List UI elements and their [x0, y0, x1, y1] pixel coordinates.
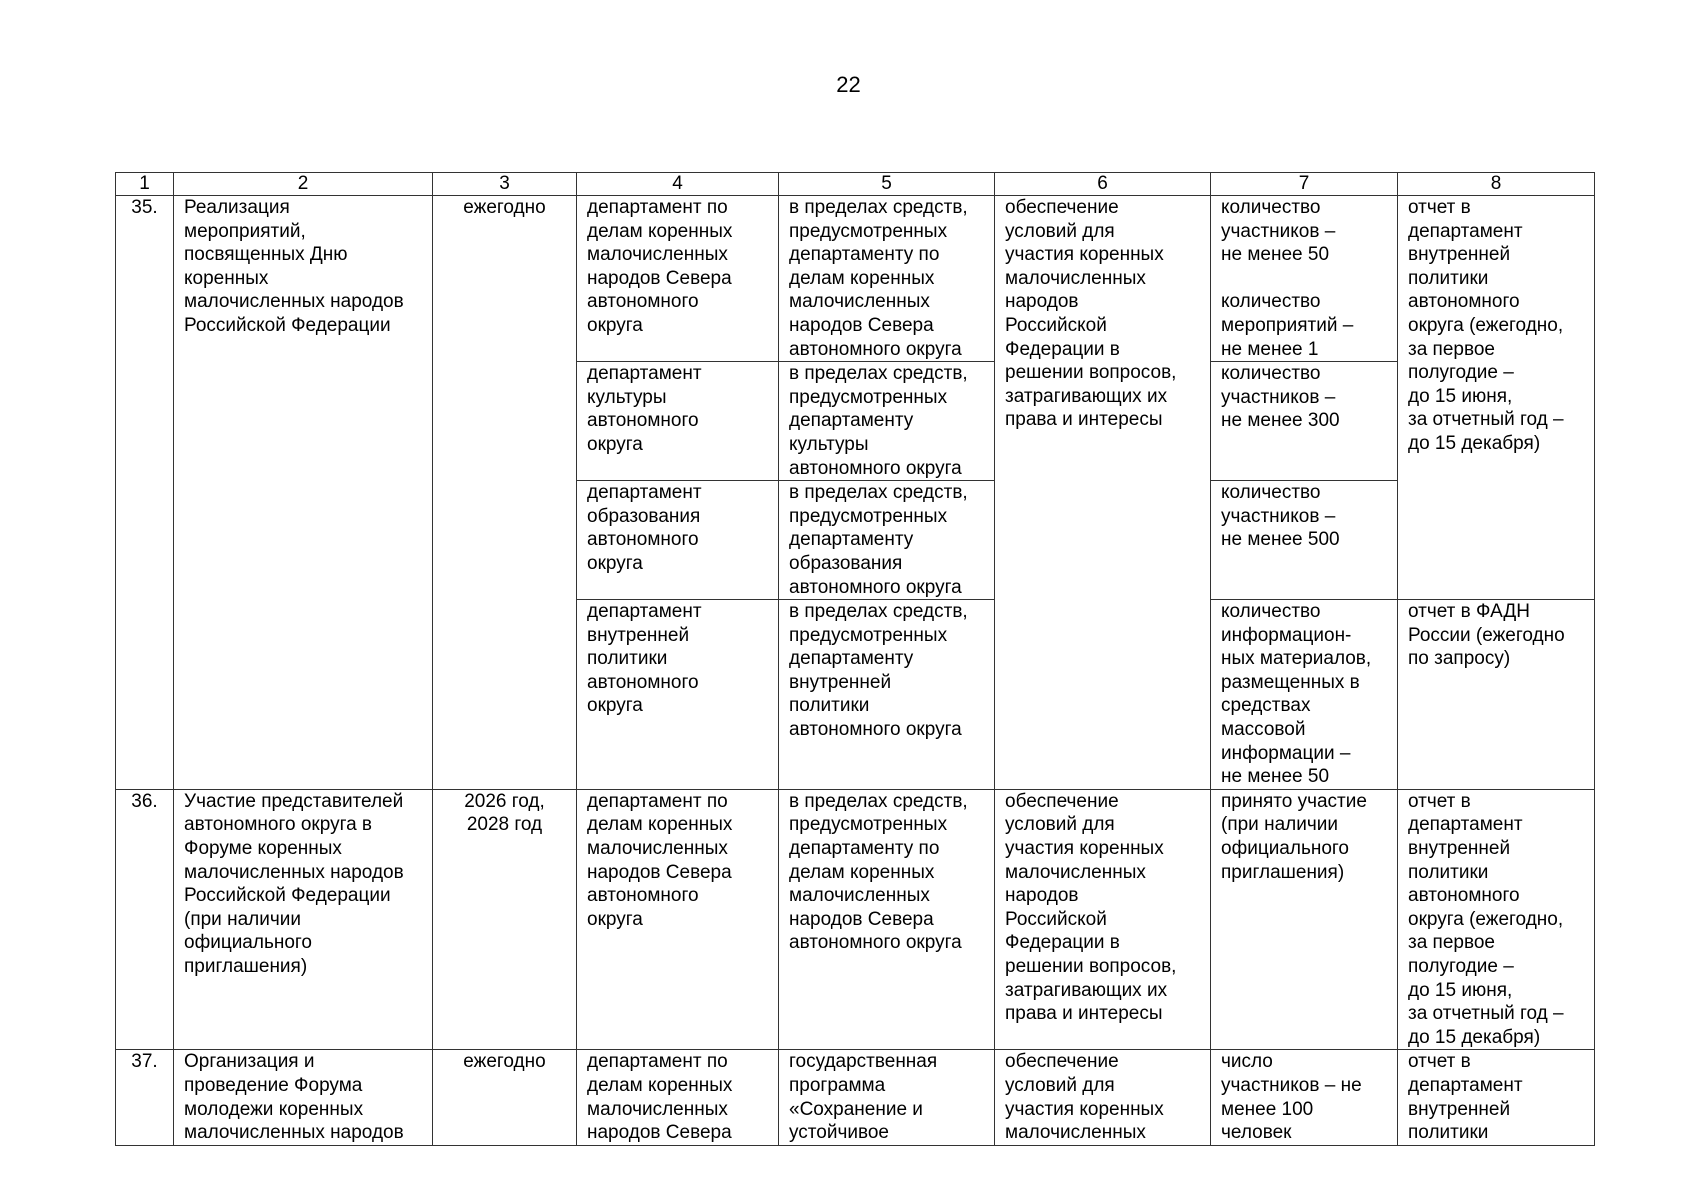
column-number: 4: [577, 173, 779, 196]
indicator-cell: число участников – не менее 100 человек: [1211, 1050, 1398, 1145]
column-number: 7: [1211, 173, 1398, 196]
table-row: [116, 196, 1595, 362]
period-cell: ежегодно: [433, 1050, 577, 1145]
event-cell: Реализация мероприятий, посвященных Дню коренных малочисленных народов Российской Федерации: [174, 196, 433, 790]
column-number: 1: [116, 173, 174, 196]
row-number: 35.: [116, 196, 174, 790]
indicator-cell: количество участников – не менее 50 количество мероприятий – не менее 1: [1211, 196, 1398, 362]
report-cell: отчет в департамент внутренней политики автономного округа (ежегодно, за первое полугодие – до 15 июня, за отчетный год – до 15 декабря): [1398, 789, 1595, 1050]
executor-cell: департамент культуры автономного округа: [577, 362, 779, 481]
table-row: [116, 789, 1595, 1050]
column-number: 8: [1398, 173, 1595, 196]
indicator-cell: количество участников – не менее 300: [1211, 362, 1398, 481]
column-number: 6: [995, 173, 1211, 196]
indicator-cell: количество участников – не менее 500: [1211, 481, 1398, 600]
event-cell: Организация и проведение Форума молодежи коренных малочисленных народов: [174, 1050, 433, 1145]
row-number: 36.: [116, 789, 174, 1050]
column-number: 2: [174, 173, 433, 196]
funding-cell: в пределах средств, предусмотренных департаменту внутренней политики автономного округа: [779, 600, 995, 790]
funding-cell: в пределах средств, предусмотренных департаменту по делам коренных малочисленных народов Севера автономного округа: [779, 789, 995, 1050]
indicator-cell: количество информацион- ных материалов, размещенных в средствах массовой информации – не менее 50: [1211, 600, 1398, 790]
report-cell: отчет в департамент внутренней политики: [1398, 1050, 1595, 1145]
indicator-cell: принято участие (при наличии официального приглашения): [1211, 789, 1398, 1050]
report-cell: отчет в департамент внутренней политики автономного округа (ежегодно, за первое полугодие – до 15 июня, за отчетный год – до 15 декабря): [1398, 196, 1595, 600]
funding-cell: в пределах средств, предусмотренных департаменту по делам коренных малочисленных народов Севера автономного округа: [779, 196, 995, 362]
column-number: 5: [779, 173, 995, 196]
period-cell: ежегодно: [433, 196, 577, 790]
executor-cell: департамент образования автономного округа: [577, 481, 779, 600]
measures-table: [115, 172, 1595, 1146]
funding-cell: в пределах средств, предусмотренных департаменту образования автономного округа: [779, 481, 995, 600]
period-cell: 2026 год, 2028 год: [433, 789, 577, 1050]
row-number: 37.: [116, 1050, 174, 1145]
goal-cell: обеспечение условий для участия коренных малочисленных народов Российской Федерации в решении вопросов, затрагивающих их права и интересы: [995, 196, 1211, 790]
column-number-row: [116, 173, 1595, 196]
event-cell: Участие представителей автономного округа в Форуме коренных малочисленных народов Российской Федерации (при наличии официального приглашения): [174, 789, 433, 1050]
executor-cell: департамент по делам коренных малочисленных народов Севера автономного округа: [577, 789, 779, 1050]
column-number: 3: [433, 173, 577, 196]
executor-cell: департамент по делам коренных малочисленных народов Севера: [577, 1050, 779, 1145]
funding-cell: государственная программа «Сохранение и устойчивое: [779, 1050, 995, 1145]
funding-cell: в пределах средств, предусмотренных департаменту культуры автономного округа: [779, 362, 995, 481]
report-cell: отчет в ФАДН России (ежегодно по запросу): [1398, 600, 1595, 790]
executor-cell: департамент внутренней политики автономного округа: [577, 600, 779, 790]
page-number: 22: [836, 72, 861, 97]
goal-cell: обеспечение условий для участия коренных малочисленных народов Российской Федерации в решении вопросов, затрагивающих их права и интересы: [995, 789, 1211, 1050]
executor-cell: департамент по делам коренных малочисленных народов Севера автономного округа: [577, 196, 779, 362]
table-row: [116, 1050, 1595, 1145]
goal-cell: обеспечение условий для участия коренных малочисленных: [995, 1050, 1211, 1145]
